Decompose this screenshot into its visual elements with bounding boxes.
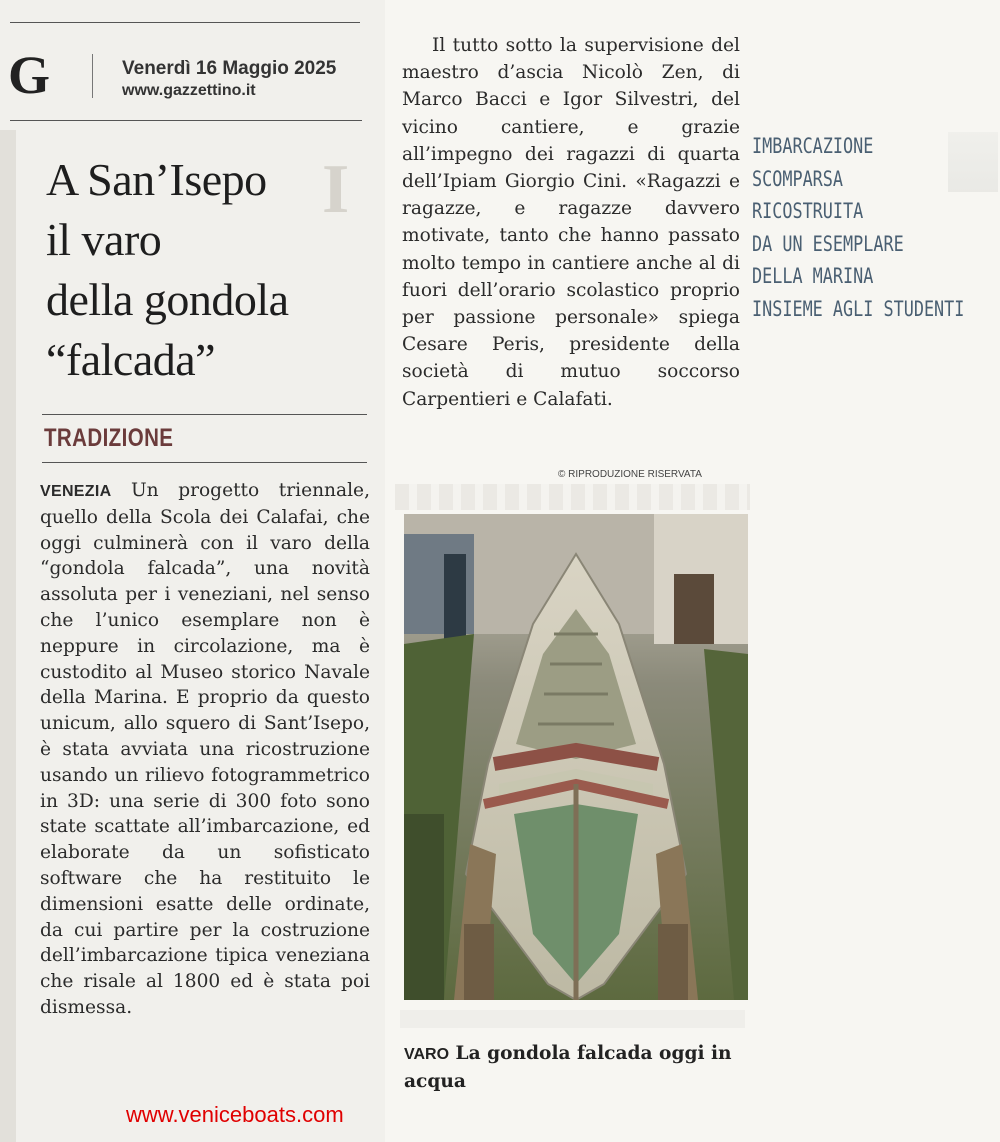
pull-quote-line: DELLA MARINA [752, 264, 874, 288]
photo-caption [404, 1040, 749, 1095]
pull-quote-line: SCOMPARSA [752, 166, 844, 191]
caption-text: La gondola falcada oggi in acqua [404, 1043, 732, 1092]
kicker-top-rule [42, 414, 367, 415]
top-rule [10, 22, 360, 23]
issue-date: Venerdì 16 Maggio 2025 [122, 58, 337, 79]
gondola-photo [404, 514, 748, 1000]
pull-quote [752, 130, 992, 325]
article-body-column-2: Il tutto sotto la supervisione del maestro d’ascia Nicolò Zen, di Marco Bacci e Igor Silvestri, del vicino cantiere, e grazie all’impegno dei ragazzi di quarta dell’Ipiam Giorgio Cini. «Ragazzi e ragazze, e ragazze davvero motivate, tanto che hanno passato molto tempo in cantiere anche al di fuori dell’orario scolastico proprio per passione personale» spiega Cesare Peris, presidente della società di mutuo soccorso Carpentieri e Calafati. [402, 35, 740, 410]
article-body-column-1 [40, 478, 370, 1021]
scan-edge-band [0, 130, 16, 1142]
bleed-through-band [400, 1010, 745, 1028]
gazzettino-logo: G [8, 45, 51, 105]
pull-quote-line: RICOSTRUITA [752, 199, 864, 223]
copyright-notice: © RIPRODUZIONE RISERVATA [558, 469, 702, 480]
bleed-through-text [395, 484, 750, 510]
pull-quote-line: INSIEME AGLI STUDENTI [752, 296, 965, 321]
headline-line: della gondola [46, 274, 289, 325]
headline [46, 150, 386, 390]
section-kicker: TRADIZIONE [44, 424, 174, 452]
headline-line: A San’Isepo [46, 154, 267, 205]
watermark-link[interactable]: www.veniceboats.com [126, 1102, 344, 1127]
newspaper-url: www.gazzettino.it [122, 82, 256, 99]
headline-line: il varo [46, 214, 162, 265]
dateline: VENEZIA [40, 483, 112, 500]
pull-quote-line: IMBARCAZIONE [752, 134, 874, 158]
masthead-rule [10, 120, 362, 121]
caption-keyword: VARO [404, 1046, 450, 1063]
kicker-bottom-rule [42, 462, 367, 463]
headline-line: “falcada” [46, 334, 216, 385]
masthead-separator [92, 54, 93, 98]
pull-quote-line: DA UN ESEMPLARE [752, 231, 904, 256]
decorative-letter: I [322, 151, 350, 228]
body-text: Un progetto triennale, quello della Scola dei Calafai, che oggi culminerà con il varo della “gondola falcada”, una novità assoluta per i veneziani, nel senso che l’unico esemplare non è neppure in circolazione, ma è custodito al Museo storico Navale della Marina. E proprio da questo unicum, allo squero di Sant’Isepo, è stata avviata una ricostruzione usando un rilievo fotogrammetrico in 3D: una serie di 300 foto sono state scattate all’imbarcazione, ed elaborate da un sofisticato software che ha restituito le dimensioni esatte delle ordinate, da cui partire per la costruzione dell’imbarcazione tipica veneziana che risale al 1800 ed è stata poi dismessa. [40, 480, 370, 1018]
